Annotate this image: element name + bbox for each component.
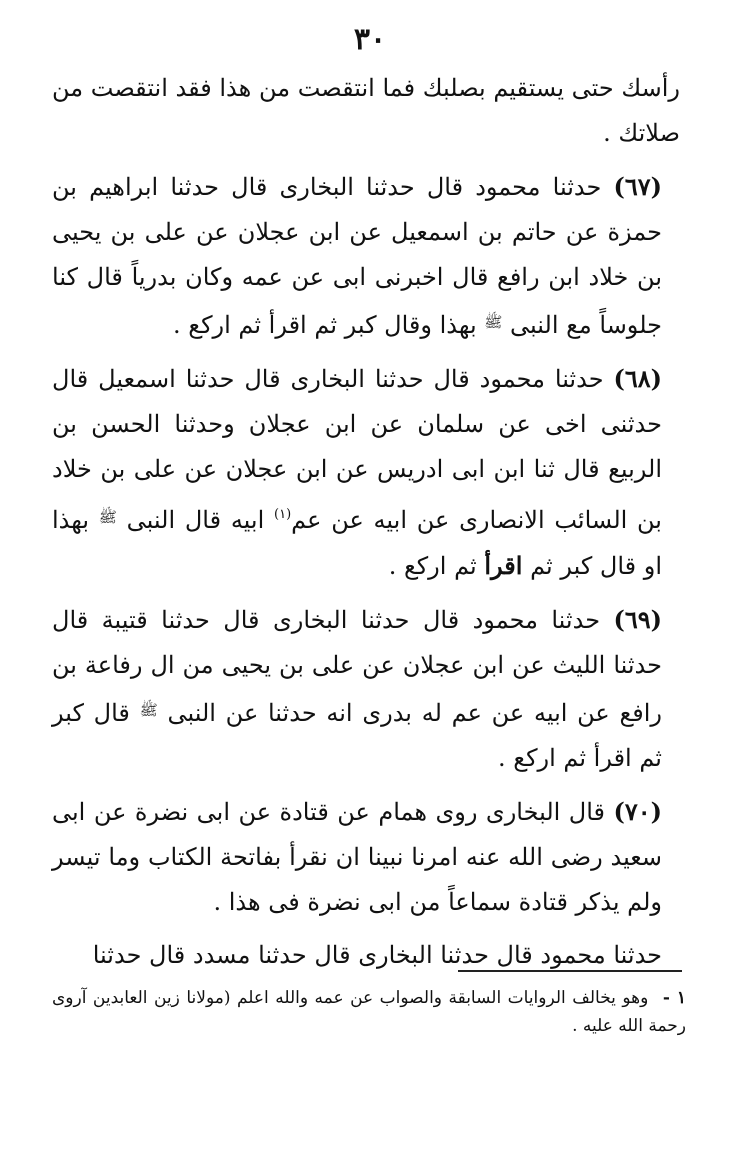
honorific-glyph: ﷺ (484, 313, 503, 331)
hadith-68 (52, 356, 680, 589)
honorific-glyph: ﷺ (139, 701, 158, 719)
hadith-text: قال البخارى روى همام عن قتادة عن ابى نضرة عن ابى سعيد رضى الله عنه امرنا نبينا ان نقرأ بفاتحة الكتاب وما تيسر ولم يذكر قتادة سماعاً من ابى نضرة فى هذا . (52, 798, 662, 916)
paragraph-text: حدثنا محمود قال حدثنا البخارى قال حدثنا مسدد قال حدثنا (92, 941, 662, 969)
hadith-text: حدثنا محمود قال حدثنا البخارى قال حدثنا اسمعيل قال حدثنى اخى عن سلمان عن ابن عجلان وحدثنا الحسن بن الربيع قال ثنا ابن ابى ادريس عن ابن عجلان عن على بن خلاد بن السائب الانصارى عن ابيه عن عم (52, 365, 662, 534)
hadith-text-tail: ثم اركع . (388, 552, 477, 580)
footnote-text: وهو يخالف الروايات السابقة والصواب عن عمه والله اعلم (مولانا زين العابدين آروى رحمة الله عليه . (52, 988, 686, 1036)
hadith-67 (52, 164, 680, 348)
main-text (52, 66, 680, 986)
hadith-number: (٦٨) (613, 364, 663, 393)
hadith-text-middle: ابيه قال النبى (126, 506, 265, 534)
honorific-glyph: ﷺ (98, 508, 117, 526)
hadith-text-after: بهذا او قال كبر ثم (52, 506, 662, 580)
hadith-text: حدثنا محمود قال حدثنا البخارى قال حدثنا ابراهيم بن حمزة عن حاتم بن اسمعيل عن ابن عجلان عن على بن يحيى بن خلاد ابن رافع قال اخبرنى ابى عن عمه وكان بدرياً قال كنا جلوساً مع النبى (52, 173, 663, 339)
footnote-divider (458, 970, 682, 972)
paragraph-text: رأسك حتى يستقيم بصلبك فما انتقصت من هذا فقد انتقصت من صلاتك . (52, 74, 680, 147)
page-number: ٣٠ (353, 22, 387, 57)
hadith-70 (52, 789, 680, 925)
hadith-69 (52, 597, 680, 781)
hadith-bold-word: اقرأ (484, 551, 523, 580)
hadith-text-end: قال كبر ثم اقرأ ثم اركع . (52, 699, 662, 772)
footnote (52, 984, 686, 1040)
hadith-number: (٦٧) (613, 172, 662, 201)
hadith-text-end: بهذا وقال كبر ثم اقرأ ثم اركع . (173, 311, 477, 339)
footnote-marker: ١ - (662, 988, 686, 1008)
hadith-number: (٦٩) (613, 605, 662, 634)
hadith-text: حدثنا محمود قال حدثنا البخارى قال حدثنا قتيبة قال حدثنا الليث عن ابن عجلان عن على بن يحيى من ال رفاعة بن رافع عن ابيه عن عم له بدرى انه حدثنا عن النبى (52, 606, 662, 727)
paragraph-continuation (52, 66, 680, 156)
footnote-reference[interactable]: (١) (274, 507, 292, 522)
hadith-number: (٧٠) (613, 797, 662, 826)
